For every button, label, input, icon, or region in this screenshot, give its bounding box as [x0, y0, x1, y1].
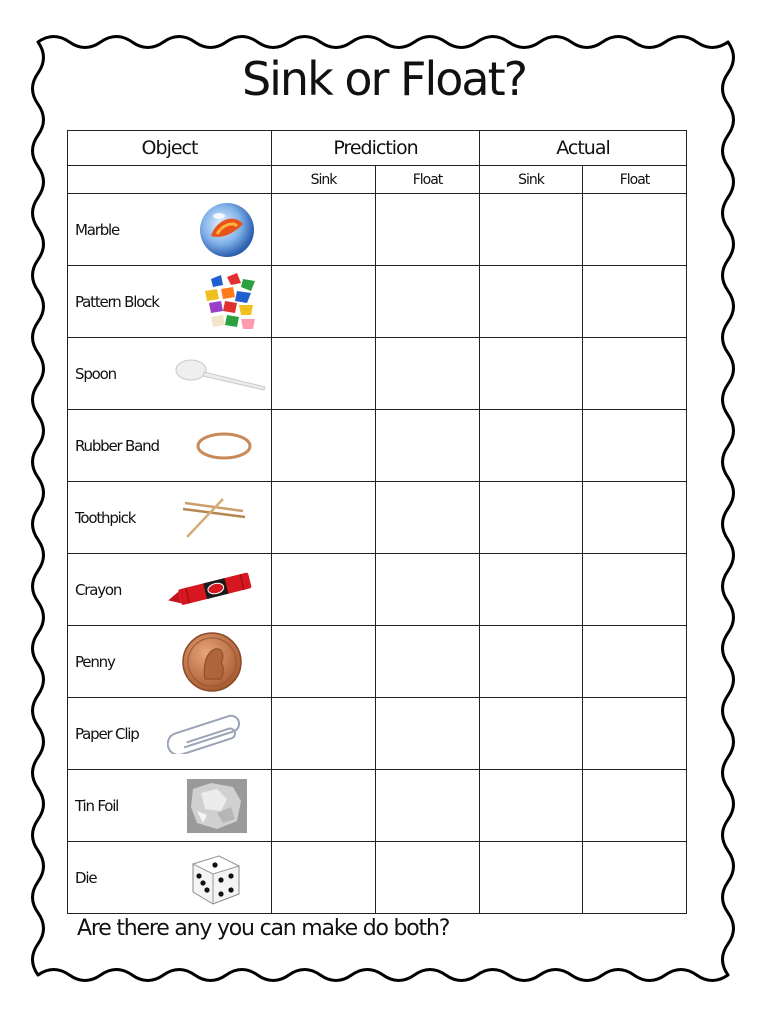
actual-float-cell[interactable] [583, 338, 687, 410]
object-name: Die [75, 868, 97, 887]
prediction-float-cell[interactable] [376, 698, 480, 770]
actual-sink-cell[interactable] [480, 266, 583, 338]
rubber-band-icon [195, 429, 253, 463]
object-cell [68, 410, 272, 482]
object-cell [68, 842, 272, 914]
table-row [68, 410, 687, 482]
actual-sink-cell[interactable] [480, 194, 583, 266]
crayon-icon [165, 572, 255, 608]
object-name: Penny [75, 652, 115, 671]
marble-icon [197, 200, 257, 260]
object-cell [68, 338, 272, 410]
prediction-float-cell[interactable] [376, 482, 480, 554]
actual-header: Actual [480, 131, 687, 166]
table-row [68, 698, 687, 770]
prediction-float-cell[interactable] [376, 266, 480, 338]
prediction-sink-cell[interactable] [272, 842, 376, 914]
object-name: Spoon [75, 364, 116, 383]
actual-sink-cell[interactable] [480, 698, 583, 770]
object-header: Object [68, 131, 272, 166]
object-name: Crayon [75, 580, 122, 599]
actual-float-cell[interactable] [583, 266, 687, 338]
prediction-header: Prediction [272, 131, 480, 166]
sink-float-table [67, 130, 687, 914]
spoon-icon [175, 354, 267, 394]
prediction-sink-cell[interactable] [272, 266, 376, 338]
object-name: Paper Clip [75, 724, 139, 743]
table-row [68, 554, 687, 626]
object-name: Marble [75, 220, 120, 239]
object-cell [68, 626, 272, 698]
actual-float-cell[interactable] [583, 554, 687, 626]
die-icon [189, 850, 243, 906]
footer-question: Are there any you can make do both? [77, 916, 450, 941]
pattern-blocks-icon [201, 271, 261, 333]
prediction-sink-cell[interactable] [272, 338, 376, 410]
prediction-float-subheader: Float [376, 166, 480, 194]
object-cell [68, 770, 272, 842]
actual-sink-cell[interactable] [480, 554, 583, 626]
object-cell [68, 482, 272, 554]
object-name: Tin Foil [75, 796, 119, 815]
actual-sink-cell[interactable] [480, 482, 583, 554]
prediction-float-cell[interactable] [376, 410, 480, 482]
object-cell [68, 698, 272, 770]
penny-icon [181, 631, 243, 693]
object-cell [68, 266, 272, 338]
prediction-sink-subheader: Sink [272, 166, 376, 194]
paper-clip-icon [167, 714, 245, 754]
object-cell [68, 554, 272, 626]
prediction-float-cell[interactable] [376, 554, 480, 626]
table-row [68, 626, 687, 698]
prediction-float-cell[interactable] [376, 194, 480, 266]
actual-float-cell[interactable] [583, 626, 687, 698]
table-row [68, 482, 687, 554]
object-cell [68, 194, 272, 266]
actual-float-cell[interactable] [583, 842, 687, 914]
actual-float-cell[interactable] [583, 410, 687, 482]
prediction-float-cell[interactable] [376, 338, 480, 410]
actual-sink-cell[interactable] [480, 842, 583, 914]
prediction-sink-cell[interactable] [272, 626, 376, 698]
actual-sink-cell[interactable] [480, 770, 583, 842]
object-name: Toothpick [75, 508, 136, 527]
actual-float-subheader: Float [583, 166, 687, 194]
table-row [68, 842, 687, 914]
actual-sink-cell[interactable] [480, 626, 583, 698]
prediction-sink-cell[interactable] [272, 410, 376, 482]
prediction-sink-cell[interactable] [272, 770, 376, 842]
actual-sink-cell[interactable] [480, 410, 583, 482]
prediction-sink-cell[interactable] [272, 554, 376, 626]
prediction-sink-cell[interactable] [272, 194, 376, 266]
table-row [68, 194, 687, 266]
prediction-sink-cell[interactable] [272, 482, 376, 554]
actual-float-cell[interactable] [583, 698, 687, 770]
prediction-float-cell[interactable] [376, 770, 480, 842]
object-name: Pattern Block [75, 292, 159, 311]
table-row [68, 338, 687, 410]
toothpick-icon [181, 495, 247, 541]
prediction-float-cell[interactable] [376, 626, 480, 698]
actual-float-cell[interactable] [583, 194, 687, 266]
object-name: Rubber Band [75, 436, 159, 455]
page-title: Sink or Float? [241, 52, 527, 106]
prediction-sink-cell[interactable] [272, 698, 376, 770]
prediction-float-cell[interactable] [376, 842, 480, 914]
table-row [68, 266, 687, 338]
actual-sink-subheader: Sink [480, 166, 583, 194]
actual-float-cell[interactable] [583, 482, 687, 554]
table-row [68, 770, 687, 842]
blank-subheader-cell [68, 166, 272, 194]
tin-foil-icon [187, 779, 247, 833]
actual-float-cell[interactable] [583, 770, 687, 842]
actual-sink-cell[interactable] [480, 338, 583, 410]
